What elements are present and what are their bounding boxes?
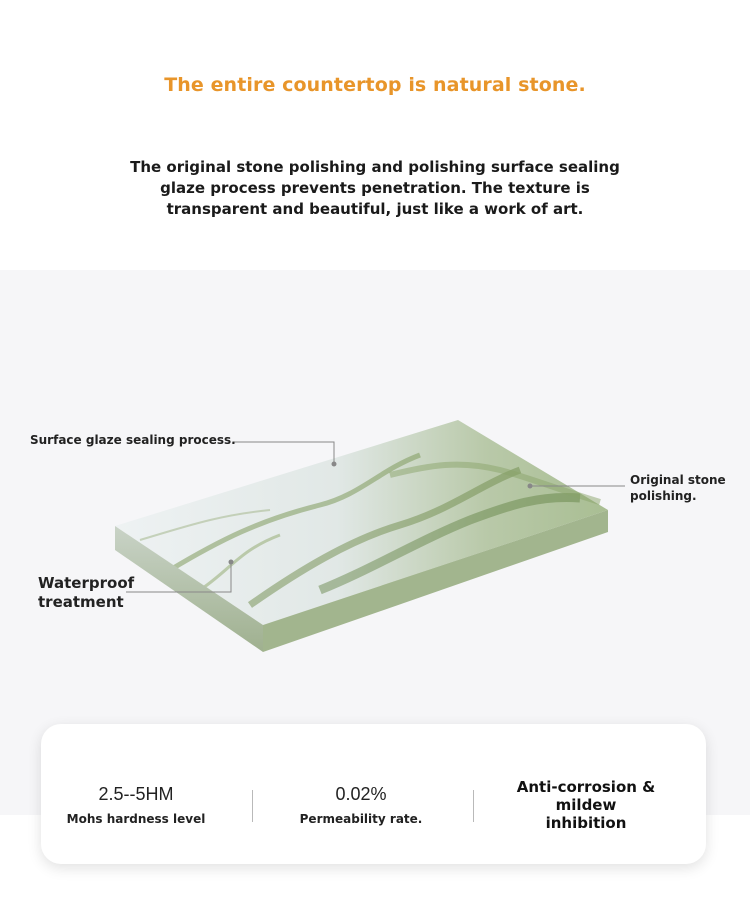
stat-divider — [252, 790, 253, 822]
headline: The entire countertop is natural stone. — [164, 74, 586, 96]
stat-permeability — [286, 784, 436, 826]
stat-divider — [473, 790, 474, 822]
stat-permeability-label: Permeability rate. — [299, 812, 423, 826]
stat-hardness — [61, 784, 211, 826]
stat-permeability-value: 0.02% — [335, 784, 387, 804]
label-original-polishing: Original stone polishing. — [630, 473, 726, 503]
label-surface-glaze: Surface glaze sealing process. — [30, 433, 236, 447]
description: The original stone polishing and polishing surface sealing glaze process prevents penetration. The texture is transparent and beautiful, just like a work of art. — [130, 158, 620, 218]
stat-anticorrosion: Anti-corrosion & mildew inhibition — [516, 778, 656, 832]
stat-hardness-label: Mohs hardness level — [66, 812, 206, 826]
stats-card — [41, 724, 706, 864]
stat-hardness-value: 2.5--5HM — [98, 784, 174, 804]
label-waterproof: Waterproof treatment — [38, 574, 135, 611]
